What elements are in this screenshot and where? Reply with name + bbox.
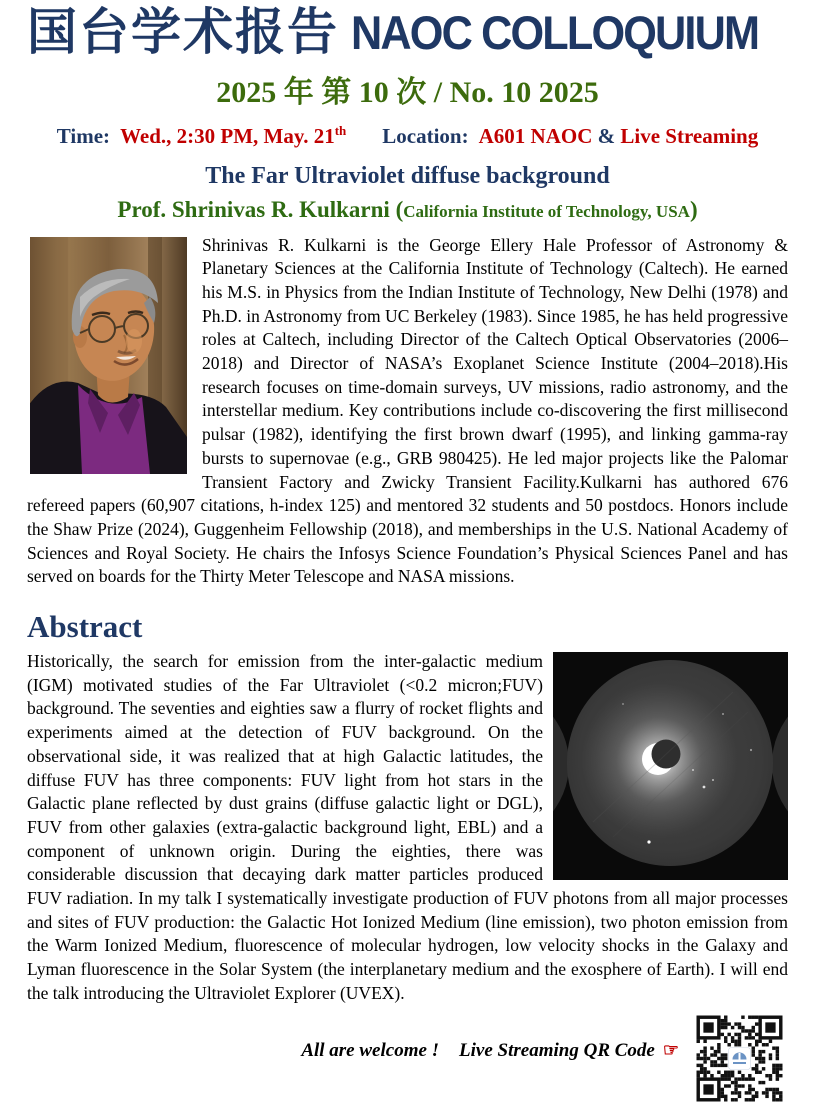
masthead (27, 6, 788, 59)
speaker-line: Prof. Shrinivas R. Kulkarni (California Institute of Technology, USA) (117, 196, 698, 222)
fuv-sky-image (553, 652, 788, 880)
time-ordinal-superscript: th (334, 122, 347, 138)
masthead-title-chinese: 国台学术报告 (27, 4, 339, 60)
speaker-photo (30, 237, 187, 474)
talk-title: The Far Ultraviolet diffuse background (205, 162, 610, 189)
biography-section (27, 234, 788, 590)
time-value: Wed., 2:30 PM, May. 21th (120, 122, 347, 148)
abstract-section (27, 650, 788, 1006)
time-label: Time: (56, 123, 111, 148)
location-ampersand: & (597, 123, 616, 148)
speaker-name: Prof. Shrinivas R. Kulkarni (117, 196, 390, 222)
qr-label: Live Streaming QR Code (459, 1039, 655, 1061)
time-location-line (27, 123, 788, 149)
location-value: A601 NAOC (478, 123, 593, 148)
pointing-finger-icon: ☞ (662, 1039, 679, 1060)
footer (27, 1012, 788, 1103)
speaker-affiliation: California Institute of Technology, USA (403, 201, 690, 221)
welcome-note (301, 1040, 679, 1062)
location-label: Location: (382, 123, 469, 148)
welcome-text: All are welcome ! (301, 1039, 440, 1061)
abstract-heading: Abstract (27, 609, 143, 645)
masthead-title-english: NAOC COLLOQUIUM (351, 6, 759, 59)
live-streaming-qr-code (693, 1012, 786, 1103)
bio-text: Shrinivas R. Kulkarni is the George Ellery Hale Professor of Astronomy & Planetary Sciences at the California Institute of Technology (Caltech). He earned his M.S. in Physics from the Indian Institute of Technology, New Delhi (1978) and Ph.D. in Astronomy from UC Berkeley (1983). Since 1985, he has held progressive roles at Caltech, including Director of the Caltech Optical Observatories (2006–2018) and Director of NASA’s Exoplanet Science Institute (2004–2018).His research focuses on time-domain surveys, UV missions, radio astronomy, and the interstellar medium. Key contributions include co-discovering the first millisecond pulsar (1982), identifying the first brown dwarf (1995), and linking gamma-ray bursts to supernovae (e.g., GRB 980425). He led major projects like the Palomar Transient Factory and Zwicky Transient Facility.Kulkarni has authored 676 refereed papers (60,907 citations, h-index 125) and mentored 32 students and 50 postdocs. Honors include the Shaw Prize (2024), Guggenheim Fellowship (2018), and memberships in the U.S. National Academy of Sciences and Royal Society. He chairs the Infosys Science Foundation’s Physical Sciences Panel and has served on boards for the Thirty Meter Telescope and NASA missions. (27, 234, 788, 587)
issue-number-line: 2025 年 第 10 次 / No. 10 2025 (216, 75, 599, 109)
abstract-text: Historically, the search for emission from the inter-galactic medium (IGM) motivated studies of the Far Ultraviolet (<0.2 micron;FUV) background. The seventies and eighties saw a flurry of rocket flights and experiments aimed at the detection of FUV background. On the observational side, it was realized that at high Galactic latitudes, the diffuse FUV has three components: FUV light from hot stars in the Galactic plane reflected by dust grains (diffuse galactic light or DGL), FUV from other galaxies (extra-galactic background light, EBL) and a component of unknown origin. During the eighties, there was considerable discussion that decaying dark matter particles produced FUV radiation. In my talk I systematically investigate production of FUV photons from all major processes and sites of FUV production: the Galactic Hot Ionized Medium (line emission), two photon emission from the Warm Ionized Medium, fluorescence of molecular hydrogen, low velocity shocks in the Galaxy and Lyman fluorescence in the Solar System (the interplanetary medium and the exosphere of Earth). I will end the talk introducing the Ultraviolet Explorer (UVEX). (27, 651, 788, 1003)
location-streaming: Live Streaming (620, 123, 759, 148)
